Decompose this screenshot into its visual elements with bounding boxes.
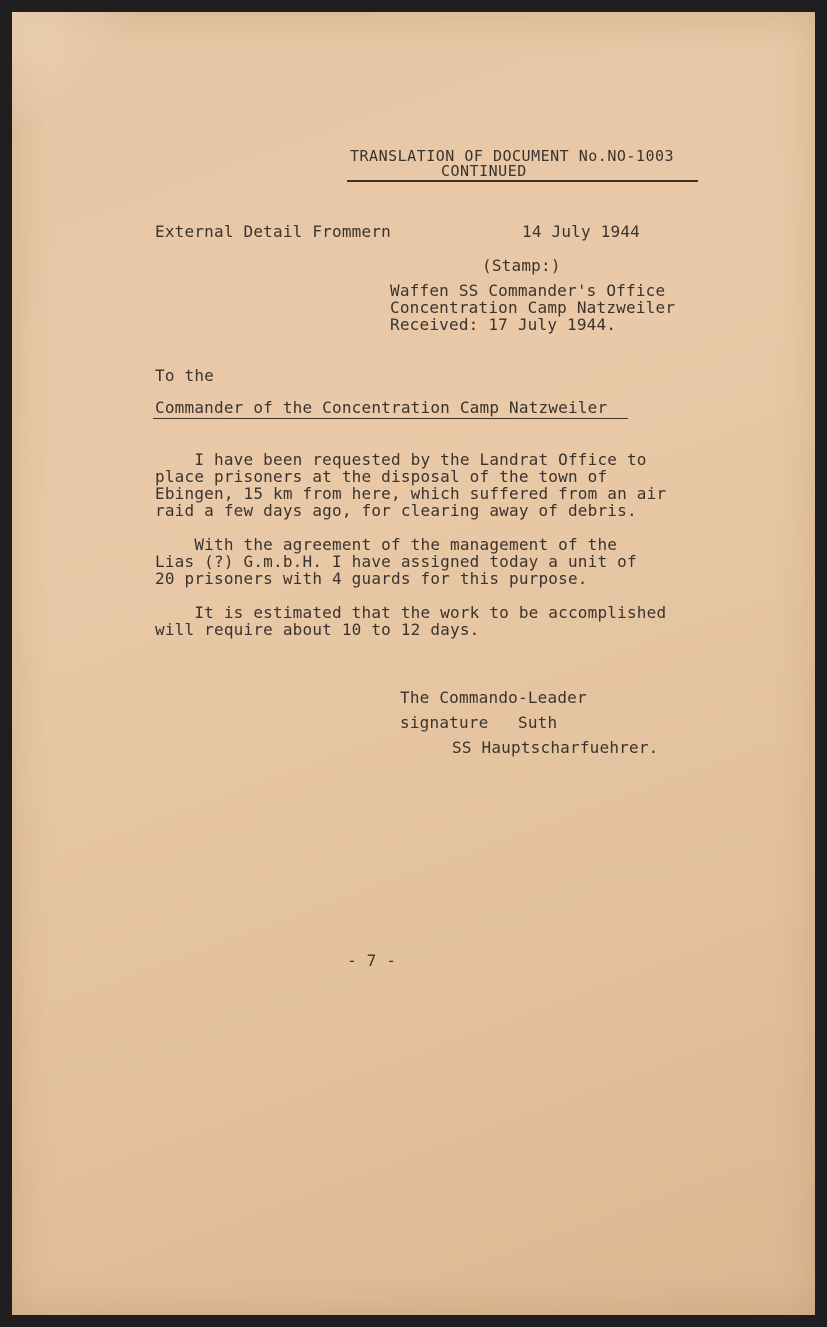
translation-header: TRANSLATION OF DOCUMENT No.NO-1003 <box>350 147 675 165</box>
recipient-underline <box>153 418 628 419</box>
detail-name: External Detail Frommern <box>155 222 391 241</box>
paragraph-1-line-3: Ebingen, 15 km from here, which suffered from an air <box>155 484 667 503</box>
paragraph-1-line-4: raid a few days ago, for clearing away of debris. <box>155 501 637 520</box>
stamp-line-1: Waffen SS Commander's Office <box>390 281 666 300</box>
stamp-line-3: Received: 17 July 1944. <box>390 315 617 334</box>
address-to: To the <box>155 366 214 385</box>
paper-fold <box>12 12 132 122</box>
paragraph-3-line-2: will require about 10 to 12 days. <box>155 620 480 639</box>
paragraph-2-line-1: With the agreement of the management of the <box>155 535 618 554</box>
paragraph-2-line-3: 20 prisoners with 4 guards for this purpose. <box>155 569 588 588</box>
document-date: 14 July 1944 <box>522 222 640 241</box>
paragraph-3-line-1: It is estimated that the work to be accomplished <box>155 603 667 622</box>
signature-title: The Commando-Leader <box>400 688 587 707</box>
paragraph-2-line-2: Lias (?) G.m.b.H. I have assigned today a unit of <box>155 552 637 571</box>
document-page <box>12 12 815 1315</box>
page-number: - 7 - <box>347 951 397 970</box>
paragraph-1-line-1: I have been requested by the Landrat Office to <box>155 450 647 469</box>
continued-label: CONTINUED <box>441 162 527 180</box>
stamp-line-2: Concentration Camp Natzweiler <box>390 298 676 317</box>
stamp-label: (Stamp:) <box>482 256 561 275</box>
signature-rank: SS Hauptscharfuehrer. <box>452 738 659 757</box>
header-underline <box>347 180 698 182</box>
signature-name: signature Suth <box>400 713 558 732</box>
address-recipient: Commander of the Concentration Camp Natzweiler <box>155 398 608 417</box>
paragraph-1-line-2: place prisoners at the disposal of the town of <box>155 467 608 486</box>
